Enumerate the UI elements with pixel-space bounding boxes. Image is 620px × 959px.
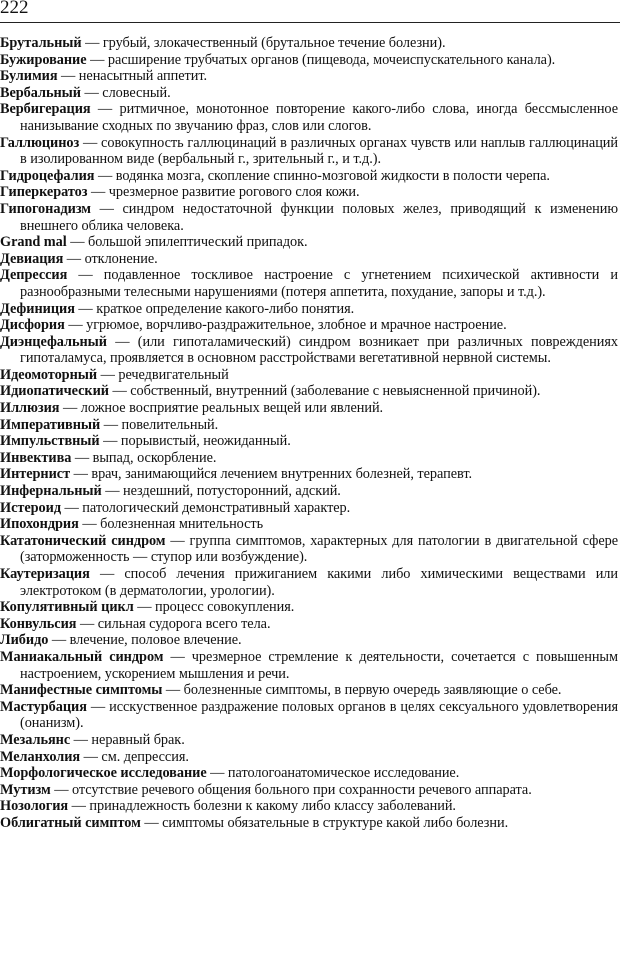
entry-term: Инфернальный [0,483,102,500]
entry-term: Диэнцефальный [0,333,107,350]
entry-term: Истероид [0,499,62,516]
glossary-entry [0,417,618,434]
glossary-entry [0,699,618,732]
entry-term: Меланхолия [0,748,81,765]
glossary-entry [0,782,618,799]
glossary-entry [0,52,618,69]
glossary-entry [0,317,618,334]
entry-definition: — см. депрессия. [80,748,189,765]
entry-definition: — расширение трубчатых органов (пищевода, мочеиспускательного канала). [86,51,556,68]
glossary-entry [0,798,618,815]
entry-term: Конвульсия [0,615,77,632]
glossary-entry [0,632,618,649]
glossary-entry [0,367,618,384]
entry-definition: — неравный брак. [70,731,185,748]
glossary-entry [0,500,618,517]
entry-definition: — речедвигательный [97,366,229,383]
glossary-entry [0,649,618,682]
entry-definition: — группа симптомов, характерных для патологии в двигательной сфере (заторможенность — ступор или возбуждение). [20,532,619,566]
entry-term: Брутальный [0,35,82,51]
glossary-entry [0,533,618,566]
entry-definition: — патологоанатомическое исследование. [206,765,460,782]
entry-term: Вербальный [0,84,81,101]
entry-term: Инвектива [0,449,72,466]
glossary-entry [0,516,618,533]
entry-definition: — подавленное тоскливое настроение с угнетением психической активности и разнообразными телесными нарушениями (потеря аппетита, похудание, запоры и т.д.). [20,267,618,300]
glossary-entry [0,383,618,400]
entry-term: Гиперкератоз [0,184,88,201]
entry-definition: — болезненные симптомы, в первую очередь заявляющие о себе. [162,682,562,699]
entry-term: Каутеризация [0,566,90,582]
entry-definition: — порывистый, неожиданный. [99,433,291,450]
entry-term: Гипогонадизм [0,200,91,217]
entry-definition: — грубый, злокачественный (брутальное течение болезни). [81,35,446,51]
entry-definition: — выпад, оскорбление. [71,449,217,466]
glossary-entry [0,466,618,483]
entry-definition: — чрезмерное стремление к деятельности, сочетается с повышенным настроением, ускорением мышления и речи. [20,648,618,682]
entry-definition: — способ лечения прижиганием какими либо химическими веществами или электротоком (в дерматологии, урологии). [20,566,618,599]
glossary-entry [0,400,618,417]
glossary-entry [0,433,618,450]
glossary-entry [0,201,618,234]
entry-definition: — синдром недостаточной функции половых желез, приводящий к изменению внешнего облика человека. [20,200,618,234]
glossary-entry [0,483,618,500]
entry-definition: — нездешний, потусторонний, адский. [101,483,341,500]
entry-term: Grand mal [0,234,67,251]
entry-definition: — процесс совокупления. [133,599,295,616]
entry-definition: — исскуственное раздражение половых органов в целях сексуального удовлетворения (онанизм). [20,698,618,732]
glossary-entry [0,765,618,782]
entry-definition: — (или гипоталамический) синдром возникает при различных повреждениях гипоталамуса, проявляется в основном расстройствами вегетативной нервной системы. [20,333,618,367]
glossary-entry [0,267,618,300]
entry-term: Маниакальный синдром [0,648,164,665]
glossary-entry [0,301,618,318]
glossary-entry [0,732,618,749]
entry-term: Мастурбация [0,698,87,715]
entry-definition: — влечение, половое влечение. [48,632,242,649]
glossary-entry [0,168,618,185]
entry-definition: — врач, занимающийся лечением внутренних болезней, терапевт. [70,466,473,483]
entry-term: Бужирование [0,51,87,68]
glossary-entry [0,85,618,102]
entry-term: Интернист [0,466,71,483]
page-header [0,0,620,23]
entry-definition: — большой эпилептический припадок. [66,234,308,251]
entry-definition: — ненасытный аппетит. [57,68,207,85]
entry-definition: — принадлежность болезни к какому либо классу заболеваний. [68,798,456,815]
entry-term: Дефиниция [0,300,75,317]
glossary-entry [0,749,618,766]
entry-definition: — словесный. [80,84,171,101]
entry-term: Морфологическое исследование [0,765,207,782]
glossary-entry [0,234,618,251]
entry-term: Галлюциноз [0,134,80,151]
entry-definition: — чрезмерное развитие рогового слоя кожи. [87,184,360,201]
page-number: 222 [0,0,29,18]
entry-term: Идиопатический [0,383,109,400]
entry-term: Девиация [0,250,64,267]
glossary-entry [0,101,618,134]
entry-definition: — ложное восприятие реальных вещей или явлений. [59,400,384,417]
entry-definition: — отсутствие речевого общения больного при сохранности речевого аппарата. [50,781,532,798]
entry-term: Импульствный [0,433,100,450]
entry-term: Кататонический синдром [0,532,166,549]
glossary-entry [0,135,618,168]
glossary-entry [0,251,618,268]
glossary-entry [0,450,618,467]
entry-term: Либидо [0,632,49,649]
entry-definition: — болезненная мнительность [78,516,264,533]
entry-term: Мутизм [0,781,51,798]
entry-definition: — патологический демонстративный характер. [61,499,351,516]
entry-definition: — собственный, внутренний (заболевание с невыясненной причиной). [108,383,541,400]
entry-term: Иллюзия [0,400,60,417]
glossary-entry [0,184,618,201]
glossary-entry [0,334,618,367]
entry-definition: — ритмичное, монотонное повторение какого-либо слова, иногда бессмысленное нанизывание сходных по звучанию фраз, слов или слогов. [20,101,618,134]
entry-term: Облигатный симптом [0,814,141,831]
glossary-entry [0,68,618,85]
glossary-entry [0,566,618,599]
entry-term: Мезальянс [0,731,71,748]
entry-term: Дисфория [0,317,65,334]
entry-term: Идеомоторный [0,366,98,383]
glossary-entries [0,35,618,832]
entry-term: Манифестные симптомы [0,682,163,699]
entry-term: Вербигерация [0,101,91,118]
glossary-entry [0,35,618,52]
entry-term: Булимия [0,68,58,85]
entry-term: Копулятивный цикл [0,599,134,616]
entry-definition: — водянка мозга, скопление спинно-мозговой жидкости в полости черепа. [94,167,550,184]
glossary-entry [0,599,618,616]
entry-definition: — симптомы обязательные в структуре какой либо болезни. [140,814,509,831]
entry-term: Гидроцефалия [0,167,95,184]
entry-term: Ипохондрия [0,516,79,533]
entry-definition: — отклонение. [63,250,158,267]
entry-definition: — совокупность галлюцинаций в различных органах чувств или наплыв галлюцинаций в изолированном виде (вербальный г., зрительный г., и т.д.). [20,134,618,168]
entry-term: Депрессия [0,267,68,284]
glossary-entry [0,682,618,699]
entry-definition: — сильная судорога всего тела. [76,615,271,632]
entry-definition: — краткое определение какого-либо понятия. [74,300,355,317]
glossary-entry [0,616,618,633]
entry-term: Нозология [0,798,69,815]
entry-definition: — повелительный. [100,416,219,433]
glossary-entry [0,815,618,832]
entry-definition: — угрюмое, ворчливо-раздражительное, злобное и мрачное настроение. [64,317,507,334]
entry-term: Императивный [0,416,101,433]
